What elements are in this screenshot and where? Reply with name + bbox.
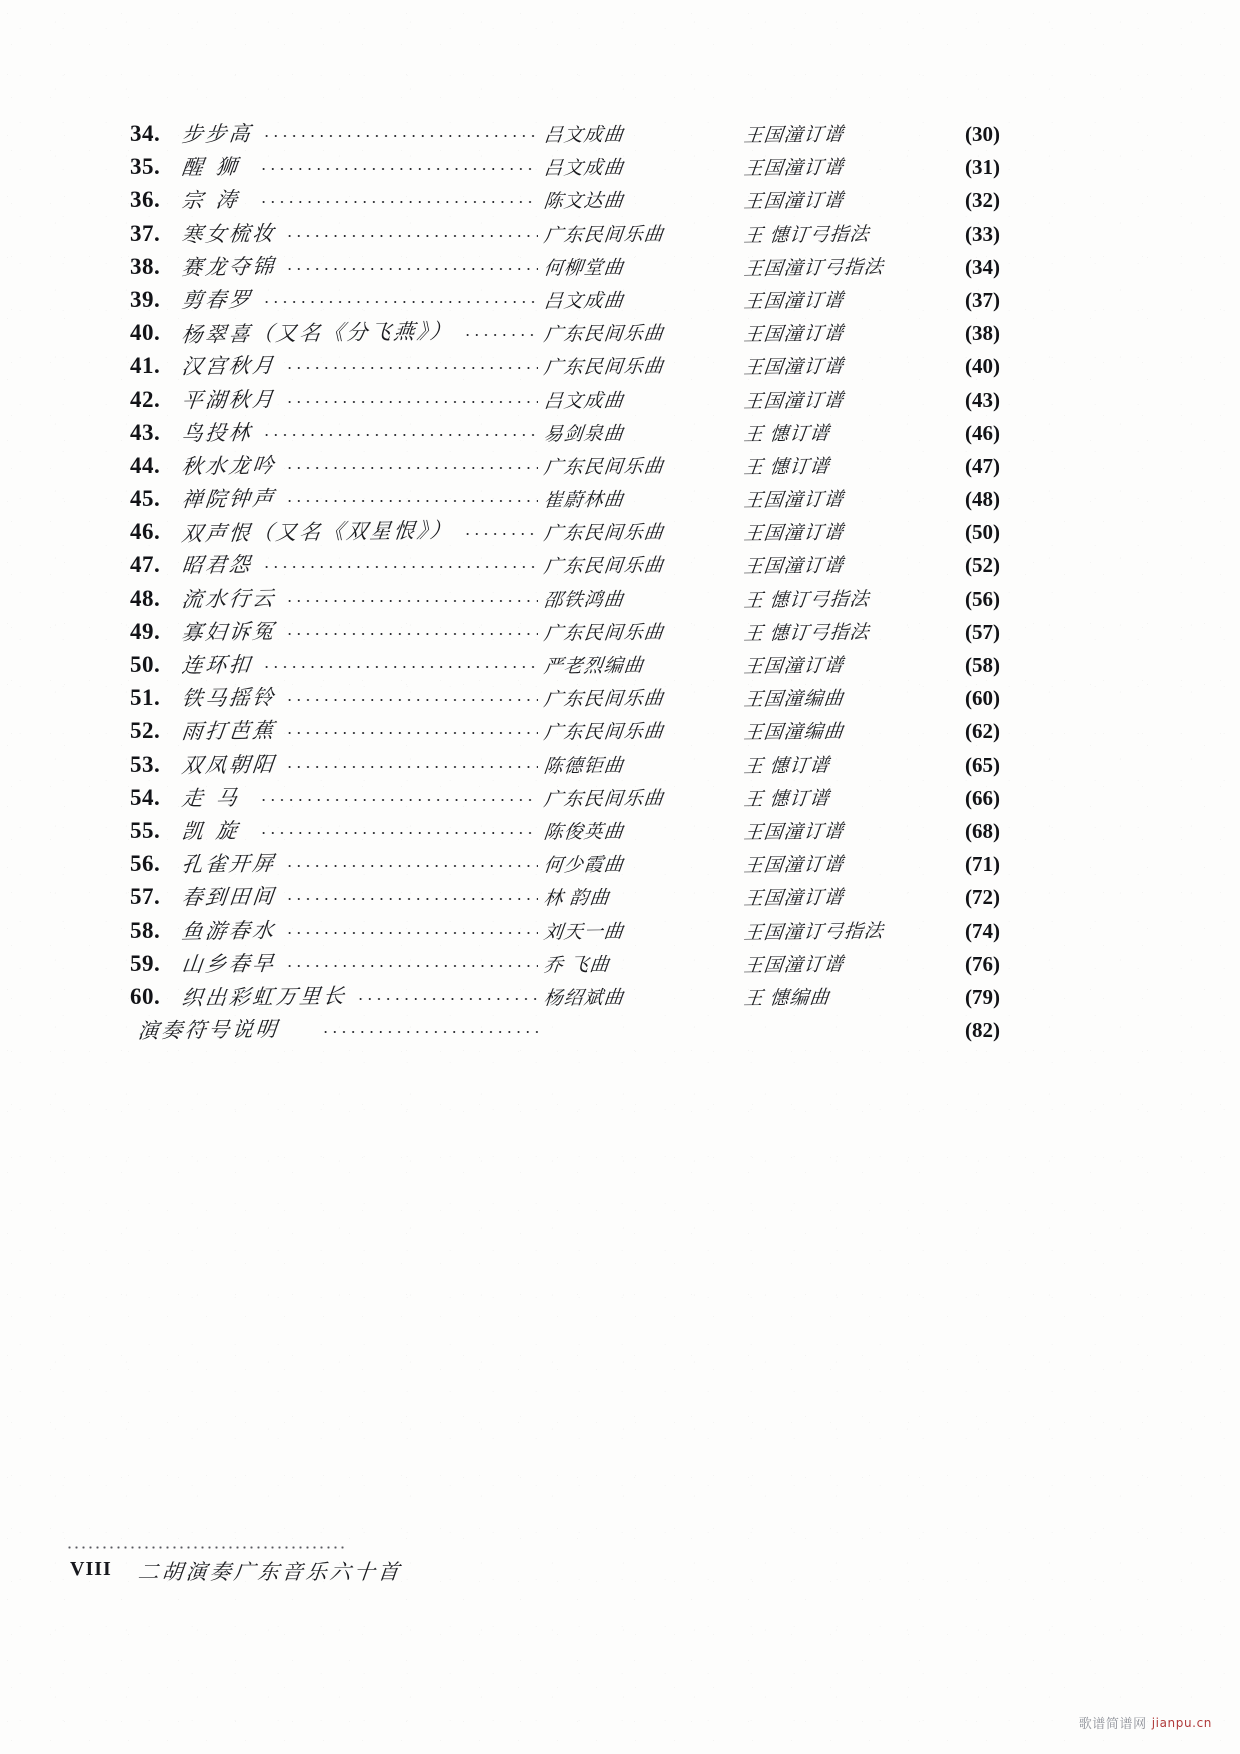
toc-item-title: 昭君怨 bbox=[180, 552, 254, 578]
toc-row[interactable] bbox=[130, 848, 1000, 881]
toc-item-number: 40. bbox=[130, 320, 161, 346]
toc-title-cell bbox=[182, 948, 276, 978]
composer-text: 易剑泉曲 bbox=[542, 423, 626, 446]
toc-item-number: 42. bbox=[130, 386, 161, 412]
toc-item-composer bbox=[544, 717, 744, 744]
arranger-text: 王 憓订弓指法 bbox=[742, 621, 871, 645]
toc-row[interactable] bbox=[130, 715, 1000, 748]
toc-item-composer bbox=[544, 319, 744, 346]
toc-row-appendix[interactable] bbox=[130, 1014, 1000, 1047]
toc-item-arranger bbox=[744, 585, 936, 612]
toc-item-page-number: (33) bbox=[965, 221, 1000, 246]
composer-text: 杨绍斌曲 bbox=[542, 987, 626, 1010]
dot-leader bbox=[285, 596, 538, 602]
toc-row[interactable] bbox=[130, 417, 1000, 450]
toc-item-arranger bbox=[744, 817, 936, 844]
dot-leader bbox=[321, 1027, 538, 1033]
toc-item-title: 醒狮 bbox=[180, 154, 252, 180]
toc-title-cell bbox=[182, 118, 253, 148]
toc-item-arranger bbox=[744, 386, 936, 413]
toc-row[interactable] bbox=[130, 915, 1000, 948]
toc-item-number: 39. bbox=[130, 286, 161, 312]
toc-item-title: 禅院钟声 bbox=[180, 486, 278, 512]
composer-text: 吕文成曲 bbox=[542, 290, 626, 313]
toc-item-arranger bbox=[744, 751, 936, 778]
toc-item-page-number: (66) bbox=[965, 785, 1000, 810]
toc-item-composer bbox=[544, 784, 744, 811]
toc-title-cell bbox=[182, 715, 276, 745]
table-of-contents bbox=[130, 118, 1000, 1047]
toc-item-page-number: (47) bbox=[965, 453, 1000, 478]
toc-item-arranger bbox=[744, 684, 936, 711]
dot-leader bbox=[285, 363, 538, 369]
toc-row[interactable] bbox=[130, 516, 1000, 549]
toc-item-arranger bbox=[744, 419, 936, 446]
composer-text: 何柳堂曲 bbox=[542, 257, 626, 280]
dot-leader bbox=[259, 795, 538, 801]
arranger-text: 王国潼订谱 bbox=[742, 555, 846, 579]
toc-title-cell bbox=[182, 184, 250, 214]
toc-item-number: 54. bbox=[130, 784, 161, 810]
composer-text: 广东民间乐曲 bbox=[542, 356, 666, 380]
toc-item-title: 铁马摇铃 bbox=[180, 685, 278, 711]
toc-item-number: 58. bbox=[130, 917, 161, 943]
toc-item-arranger bbox=[744, 319, 936, 346]
toc-item-composer bbox=[544, 452, 744, 479]
toc-item-page-number: (48) bbox=[965, 487, 1000, 512]
toc-row[interactable] bbox=[130, 118, 1000, 151]
toc-title-cell bbox=[182, 417, 253, 447]
dot-leader bbox=[262, 662, 539, 668]
arranger-text: 王国潼订谱 bbox=[742, 821, 846, 844]
toc-title-cell bbox=[182, 350, 276, 380]
toc-item-page-number: (50) bbox=[965, 520, 1000, 545]
composer-text: 陈俊英曲 bbox=[542, 821, 626, 844]
toc-item-number: 60. bbox=[130, 983, 161, 1009]
composer-text: 广东民间乐曲 bbox=[542, 223, 666, 247]
toc-item-page-number: (34) bbox=[965, 254, 1000, 279]
toc-item-arranger bbox=[744, 983, 936, 1010]
composer-text: 广东民间乐曲 bbox=[542, 456, 666, 479]
toc-item-arranger bbox=[744, 120, 936, 147]
toc-row[interactable] bbox=[130, 815, 1000, 848]
composer-text: 广东民间乐曲 bbox=[542, 323, 666, 346]
toc-item-page-number: (57) bbox=[965, 619, 1000, 644]
toc-title-cell bbox=[182, 450, 276, 480]
toc-item-title: 秋水龙吟 bbox=[180, 453, 278, 479]
toc-item-number: 53. bbox=[130, 751, 161, 777]
toc-item-title: 织出彩虹万里长 bbox=[180, 983, 348, 1011]
arranger-text: 王 憓订弓指法 bbox=[742, 223, 871, 247]
toc-item-title: 凯旋 bbox=[180, 818, 252, 844]
toc-item-composer bbox=[544, 352, 744, 379]
arranger-text: 王国潼订谱 bbox=[742, 124, 846, 147]
toc-item-arranger bbox=[744, 253, 936, 280]
composer-text: 广东民间乐曲 bbox=[542, 522, 666, 546]
toc-item-composer bbox=[544, 983, 744, 1010]
toc-item-number: 57. bbox=[130, 884, 161, 910]
arranger-text: 王国潼订谱 bbox=[742, 953, 846, 977]
composer-text: 陈文达曲 bbox=[542, 190, 626, 213]
toc-item-page-number: (38) bbox=[965, 321, 1000, 346]
toc-item-number: 46. bbox=[130, 519, 161, 545]
toc-row[interactable] bbox=[130, 151, 1000, 184]
composer-text: 广东民间乐曲 bbox=[542, 721, 666, 745]
toc-item-page-number: (74) bbox=[965, 918, 1000, 943]
toc-item-title: 剪春罗 bbox=[180, 287, 254, 313]
dot-leader bbox=[262, 131, 539, 137]
dot-leader bbox=[285, 861, 538, 867]
toc-item-page-number: (56) bbox=[965, 586, 1000, 611]
toc-item-arranger bbox=[744, 186, 936, 213]
toc-title-cell bbox=[182, 915, 276, 945]
toc-item-title: 春到田间 bbox=[180, 884, 278, 910]
toc-item-number: 41. bbox=[130, 353, 161, 379]
watermark-site-url: jianpu.cn bbox=[1151, 1715, 1212, 1730]
toc-title-cell bbox=[182, 483, 276, 513]
toc-row[interactable] bbox=[130, 384, 1000, 417]
toc-item-arranger bbox=[744, 717, 936, 744]
toc-item-arranger bbox=[744, 850, 936, 877]
toc-item-arranger bbox=[744, 220, 936, 247]
arranger-text: 王国潼订谱 bbox=[742, 356, 846, 380]
arranger-text: 王国潼订谱 bbox=[742, 655, 846, 678]
arranger-text: 王国潼订谱 bbox=[742, 290, 846, 313]
dot-leader bbox=[285, 231, 538, 237]
arranger-text: 王 憓编曲 bbox=[742, 987, 831, 1010]
dot-leader bbox=[259, 828, 538, 834]
toc-item-arranger bbox=[744, 651, 936, 678]
arranger-text: 王国潼订谱 bbox=[742, 323, 846, 346]
toc-item-composer bbox=[544, 419, 744, 446]
dot-leader bbox=[262, 430, 539, 436]
toc-item-composer bbox=[544, 651, 744, 678]
toc-item-number: 37. bbox=[130, 220, 161, 246]
toc-item-arranger bbox=[744, 917, 936, 944]
arranger-text: 王 憓订弓指法 bbox=[742, 588, 871, 612]
toc-title-cell bbox=[182, 848, 276, 878]
composer-text: 刘天一曲 bbox=[542, 920, 626, 944]
arranger-text: 王国潼订谱 bbox=[742, 854, 846, 877]
toc-item-page-number: (58) bbox=[965, 653, 1000, 677]
dot-leader bbox=[285, 961, 538, 967]
composer-text: 严老烈编曲 bbox=[542, 655, 646, 678]
composer-text: 吕文成曲 bbox=[542, 157, 626, 180]
toc-item-number: 55. bbox=[130, 817, 161, 843]
toc-item-composer bbox=[544, 950, 744, 977]
dot-leader bbox=[262, 297, 539, 303]
toc-item-composer bbox=[544, 751, 744, 778]
dot-leader bbox=[285, 496, 538, 502]
toc-row[interactable] bbox=[130, 483, 1000, 516]
toc-item-title: 汉宫秋月 bbox=[180, 353, 278, 379]
composer-text: 广东民间乐曲 bbox=[542, 787, 666, 811]
toc-row[interactable] bbox=[130, 782, 1000, 815]
toc-row[interactable] bbox=[130, 749, 1000, 782]
dot-leader bbox=[285, 397, 538, 403]
toc-item-page-number: (82) bbox=[965, 1018, 1000, 1043]
toc-row[interactable] bbox=[130, 981, 1000, 1014]
toc-row[interactable] bbox=[130, 649, 1000, 682]
dot-leader bbox=[285, 894, 538, 900]
toc-item-title: 双声恨（又名《双星恨》） bbox=[180, 518, 455, 547]
toc-item-page-number: (79) bbox=[965, 984, 1000, 1009]
toc-item-arranger bbox=[744, 485, 936, 512]
toc-row[interactable] bbox=[130, 682, 1000, 715]
toc-item-title: 孔雀开屏 bbox=[180, 851, 278, 877]
toc-title-cell bbox=[182, 251, 276, 281]
toc-title-cell bbox=[182, 981, 347, 1011]
toc-item-title: 步步高 bbox=[180, 121, 254, 147]
arranger-text: 王国潼订谱 bbox=[742, 157, 846, 180]
toc-item-page-number: (52) bbox=[965, 553, 1000, 578]
toc-title-cell bbox=[182, 516, 454, 546]
dot-leader bbox=[259, 197, 538, 203]
toc-item-number: 34. bbox=[130, 121, 161, 146]
dot-leader bbox=[262, 562, 539, 568]
arranger-text: 王国潼编曲 bbox=[742, 721, 846, 745]
dot-leader bbox=[285, 463, 538, 469]
toc-item-composer bbox=[544, 518, 744, 545]
toc-item-number: 44. bbox=[130, 452, 161, 478]
toc-row[interactable] bbox=[130, 881, 1000, 914]
toc-row[interactable] bbox=[130, 450, 1000, 483]
toc-row[interactable] bbox=[130, 616, 1000, 649]
toc-title-cell bbox=[182, 218, 276, 248]
toc-item-number: 36. bbox=[130, 187, 161, 213]
dot-leader bbox=[259, 164, 538, 170]
toc-item-number: 51. bbox=[130, 685, 161, 711]
toc-title-cell bbox=[182, 782, 250, 812]
toc-item-composer bbox=[544, 817, 744, 844]
toc-item-page-number: (40) bbox=[965, 354, 1000, 379]
toc-item-composer bbox=[544, 684, 744, 711]
toc-item-title: 寒女梳妆 bbox=[180, 220, 278, 247]
arranger-text: 王国潼订谱 bbox=[742, 522, 846, 545]
toc-item-page-number: (65) bbox=[965, 752, 1000, 777]
dot-leader bbox=[285, 928, 538, 934]
arranger-text: 王国潼订弓指法 bbox=[742, 256, 886, 280]
toc-item-number: 35. bbox=[130, 154, 161, 180]
toc-title-cell bbox=[182, 682, 276, 712]
toc-item-number: 49. bbox=[130, 618, 161, 644]
toc-item-composer bbox=[544, 485, 744, 512]
toc-item-arranger bbox=[744, 286, 936, 313]
toc-item-composer bbox=[544, 618, 744, 645]
composer-text: 陈德钜曲 bbox=[542, 755, 626, 778]
toc-item-title: 流水行云 bbox=[180, 585, 278, 612]
toc-item-arranger bbox=[744, 950, 936, 977]
toc-item-page-number: (32) bbox=[965, 188, 1000, 213]
toc-item-number: 43. bbox=[130, 419, 161, 445]
toc-item-title: 寡妇诉冤 bbox=[180, 619, 278, 645]
toc-item-title: 平湖秋月 bbox=[180, 386, 278, 413]
folio-number: VIII bbox=[70, 1558, 112, 1580]
toc-title-cell bbox=[138, 1014, 279, 1044]
toc-row[interactable] bbox=[130, 317, 1000, 350]
toc-item-title: 演奏符号说明 bbox=[136, 1017, 281, 1044]
arranger-text: 王 憓订谱 bbox=[742, 754, 831, 778]
toc-item-number: 38. bbox=[130, 253, 161, 279]
composer-text: 何少霞曲 bbox=[542, 854, 626, 877]
arranger-text: 王 憓订谱 bbox=[742, 456, 831, 479]
arranger-text: 王国潼编曲 bbox=[742, 688, 846, 711]
toc-item-number: 52. bbox=[130, 718, 161, 744]
toc-item-arranger bbox=[744, 551, 936, 578]
watermark-site-name: 歌谱简谱网 bbox=[1078, 1717, 1147, 1732]
toc-item-number: 50. bbox=[130, 652, 161, 677]
composer-text: 林 韵曲 bbox=[542, 887, 611, 910]
toc-title-cell bbox=[182, 384, 276, 414]
toc-item-page-number: (37) bbox=[965, 287, 1000, 312]
toc-item-title: 连环扣 bbox=[180, 652, 254, 678]
toc-item-title: 宗涛 bbox=[180, 187, 252, 213]
toc-item-page-number: (60) bbox=[965, 686, 1000, 711]
composer-text: 广东民间乐曲 bbox=[542, 621, 666, 645]
composer-text: 广东民间乐曲 bbox=[542, 555, 666, 579]
composer-text: 广东民间乐曲 bbox=[542, 688, 666, 712]
site-watermark bbox=[1079, 1713, 1212, 1732]
toc-title-cell bbox=[182, 749, 276, 779]
composer-text: 乔 飞曲 bbox=[542, 954, 611, 977]
dot-leader bbox=[463, 330, 539, 336]
dot-leader bbox=[285, 629, 538, 635]
arranger-text: 王国潼订弓指法 bbox=[742, 920, 886, 944]
toc-item-arranger bbox=[744, 618, 936, 645]
toc-item-composer bbox=[544, 286, 744, 313]
toc-row[interactable] bbox=[130, 350, 1000, 383]
toc-item-number: 47. bbox=[130, 552, 161, 578]
toc-item-title: 雨打芭蕉 bbox=[180, 718, 278, 745]
composer-text: 邵铁鸿曲 bbox=[542, 589, 626, 612]
toc-item-page-number: (31) bbox=[965, 155, 1000, 180]
toc-item-title: 山乡春早 bbox=[180, 951, 278, 977]
toc-title-cell bbox=[182, 549, 253, 579]
toc-item-page-number: (46) bbox=[965, 420, 1000, 445]
arranger-text: 王 憓订谱 bbox=[742, 423, 831, 446]
toc-title-cell bbox=[182, 583, 276, 613]
toc-row[interactable] bbox=[130, 218, 1000, 251]
toc-item-title: 鸟投林 bbox=[180, 420, 254, 446]
toc-item-number: 59. bbox=[130, 950, 161, 976]
toc-item-arranger bbox=[744, 883, 936, 910]
toc-title-cell bbox=[182, 815, 250, 845]
toc-item-title: 鱼游春水 bbox=[180, 917, 278, 944]
toc-title-cell bbox=[182, 881, 276, 911]
toc-item-number: 45. bbox=[130, 486, 161, 512]
toc-item-title: 杨翠喜（又名《分飞燕》） bbox=[180, 319, 455, 348]
toc-item-page-number: (30) bbox=[965, 122, 1000, 146]
toc-title-cell bbox=[182, 317, 454, 347]
arranger-text: 王 憓订谱 bbox=[742, 788, 831, 811]
toc-title-cell bbox=[182, 616, 276, 646]
toc-title-cell bbox=[182, 284, 253, 314]
book-title: 二胡演奏广东音乐六十首 bbox=[136, 1560, 404, 1584]
toc-item-arranger bbox=[744, 352, 936, 379]
toc-row[interactable] bbox=[130, 284, 1000, 317]
toc-item-title: 赛龙夺锦 bbox=[180, 254, 278, 280]
footer-divider bbox=[66, 1546, 346, 1549]
toc-item-arranger bbox=[744, 784, 936, 811]
toc-item-composer bbox=[544, 883, 744, 910]
dot-leader bbox=[285, 762, 538, 768]
page-footer bbox=[60, 1546, 1180, 1586]
toc-item-composer bbox=[544, 253, 744, 280]
composer-text: 吕文成曲 bbox=[542, 124, 626, 147]
composer-text: 吕文成曲 bbox=[542, 389, 626, 413]
toc-item-composer bbox=[544, 220, 744, 247]
toc-row[interactable] bbox=[130, 184, 1000, 217]
toc-item-page-number: (76) bbox=[965, 951, 1000, 976]
toc-item-page-number: (71) bbox=[965, 852, 1000, 877]
toc-item-composer bbox=[544, 386, 744, 413]
toc-item-page-number: (72) bbox=[965, 885, 1000, 910]
toc-title-cell bbox=[182, 151, 250, 181]
toc-item-composer bbox=[544, 585, 744, 612]
toc-item-composer bbox=[544, 153, 744, 180]
toc-item-composer bbox=[544, 120, 744, 147]
toc-item-composer bbox=[544, 186, 744, 213]
toc-item-page-number: (43) bbox=[965, 387, 1000, 412]
toc-item-number: 56. bbox=[130, 851, 161, 877]
toc-item-title: 走马 bbox=[180, 785, 252, 811]
arranger-text: 王国潼订谱 bbox=[742, 190, 846, 214]
arranger-text: 王国潼订谱 bbox=[742, 887, 846, 911]
toc-item-arranger bbox=[744, 153, 936, 180]
toc-row[interactable] bbox=[130, 549, 1000, 582]
dot-leader bbox=[285, 695, 538, 701]
toc-item-composer bbox=[544, 917, 744, 944]
toc-item-title: 双凤朝阳 bbox=[180, 751, 278, 778]
toc-row[interactable] bbox=[130, 251, 1000, 284]
dot-leader bbox=[356, 994, 539, 1000]
composer-text: 崔蔚林曲 bbox=[542, 489, 626, 512]
dot-leader bbox=[285, 264, 538, 270]
toc-item-arranger bbox=[744, 452, 936, 479]
arranger-text: 王国潼订谱 bbox=[742, 489, 846, 512]
toc-item-composer bbox=[544, 551, 744, 578]
toc-title-cell bbox=[182, 649, 253, 679]
toc-item-arranger bbox=[744, 518, 936, 545]
toc-row[interactable] bbox=[130, 583, 1000, 616]
dot-leader bbox=[285, 728, 538, 734]
toc-item-number: 48. bbox=[130, 585, 161, 611]
toc-row[interactable] bbox=[130, 948, 1000, 981]
arranger-text: 王国潼订谱 bbox=[742, 389, 846, 413]
dot-leader bbox=[463, 529, 539, 535]
toc-item-composer bbox=[544, 850, 744, 877]
toc-item-page-number: (62) bbox=[965, 719, 1000, 744]
toc-item-page-number: (68) bbox=[965, 818, 1000, 843]
